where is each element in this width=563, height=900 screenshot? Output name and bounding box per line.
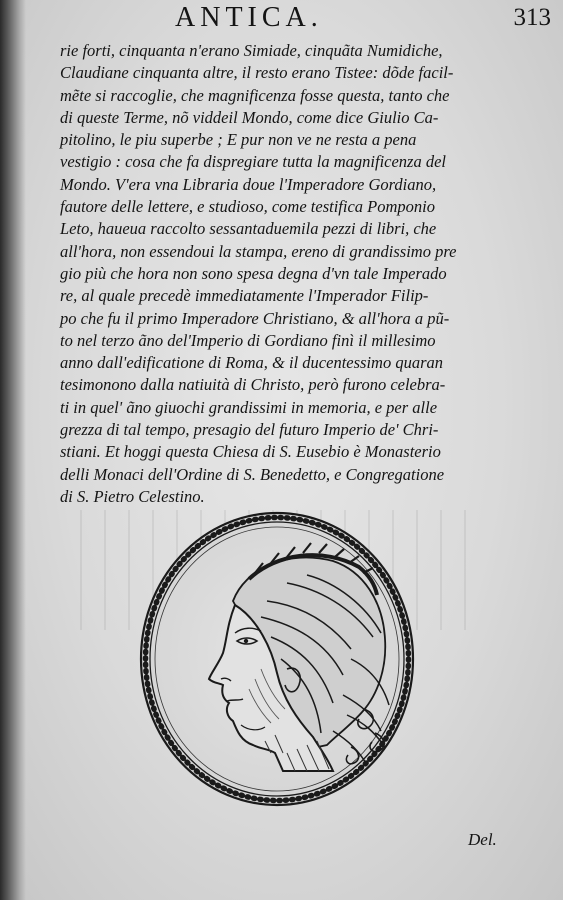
text-line: vestigio : cosa che fa dispregiare tutta la magnificenza del (60, 152, 447, 172)
text-line: to nel terzo ãno del'Imperio di Gordiano finì il millesimo (60, 330, 436, 350)
text-line: re, al quale precedè immediatamente l'Imperador Filip- (60, 286, 429, 306)
text-line: gio più che hora non sono spesa degna d'vn tale Imperado (60, 263, 447, 283)
text-line: mẽte si raccoglie, che magnificenza fosse questa, tanto che (60, 85, 450, 105)
text-line: tesimonono dalla natiuità di Christo, però furono celebra- (60, 375, 446, 395)
text-line: Claudiane cinquanta altre, il resto erano Tistee: dõde facil- (60, 63, 454, 83)
text-line: all'hora, non essendoui la stampa, ereno di grandissimo pre (60, 241, 457, 261)
text-line: Mondo. V'era vna Libraria doue l'Imperadore Gordiano, (60, 174, 437, 194)
text-line: di queste Terme, nõ viddeil Mondo, come dice Giulio Ca- (60, 107, 439, 127)
text-line: delli Monaci dell'Ordine di S. Benedetto, e Congregatione (60, 464, 445, 484)
book-gutter-shadow (0, 0, 26, 900)
body-text (60, 40, 538, 508)
text-line: anno dall'edificatione di Roma, & il ducentessimo quaran (60, 353, 443, 373)
engraver-signature: Del. (468, 830, 497, 849)
text-line: grezza di tal tempo, presagio del futuro Imperio de' Chri- (60, 420, 439, 440)
text-line: stiani. Et hoggi questa Chiesa di S. Eusebio è Monasterio (60, 442, 441, 462)
text-line: ti in quel' ãno giuochi grandissimi in memoria, e per alle (60, 397, 438, 417)
text-line: rie forti, cinquanta n'erano Simiade, cinquãta Numidiche, (60, 41, 443, 60)
text-line: pitolino, le piu superbe ; E pur non ve ne resta a pena (60, 130, 417, 150)
page-number: 313 (513, 4, 551, 31)
running-title: ANTICA. (175, 2, 323, 33)
text-line: di S. Pietro Celestino. (60, 486, 205, 506)
text-line: po che fu il primo Imperadore Christiano, & all'hora a pũ- (60, 308, 450, 328)
text-line: Leto, haueua raccolto sessantaduemila pezzi di libri, che (60, 219, 437, 239)
page-header (40, 2, 555, 38)
text-line: fautore delle lettere, e studioso, come testifica Pomponio (60, 197, 435, 217)
laureate-head-coin-icon (137, 509, 417, 809)
coin-illustration (137, 509, 417, 809)
